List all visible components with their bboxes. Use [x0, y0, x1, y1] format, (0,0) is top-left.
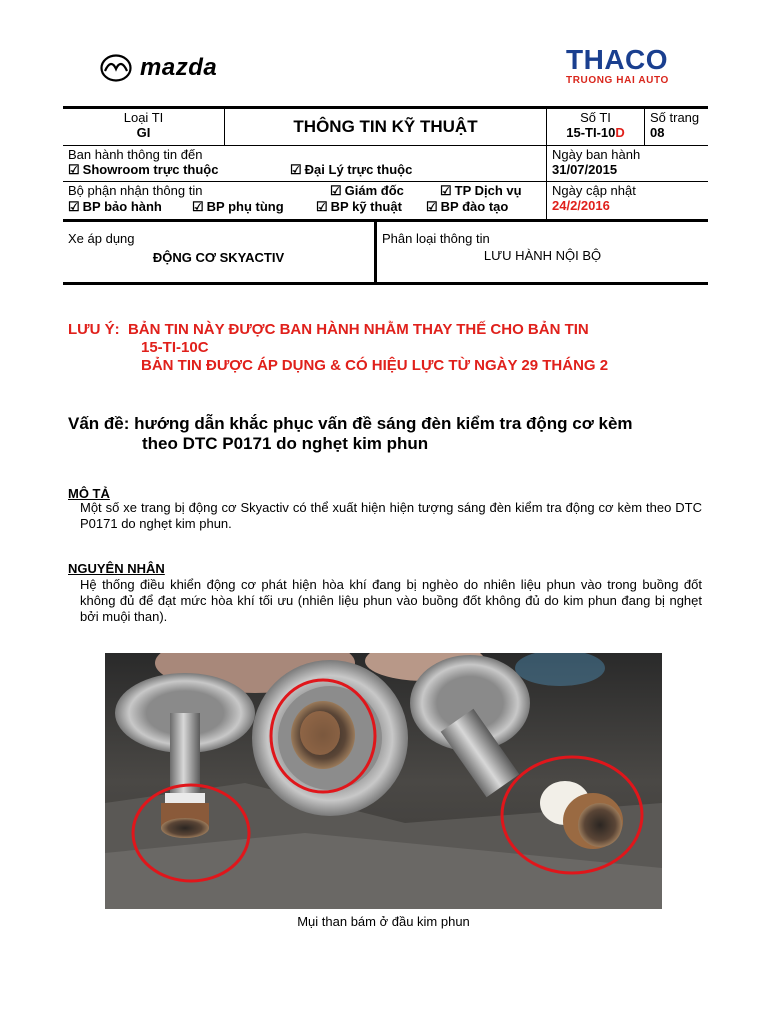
- so-ti-cell: [547, 109, 645, 145]
- checkbox-checked-icon: ☑: [316, 199, 328, 214]
- checkbox-checked-icon: ☑: [68, 199, 80, 214]
- so-trang-cell: [645, 109, 708, 145]
- bo-phan-cell: [63, 182, 547, 219]
- injector-photo-image: [105, 653, 662, 909]
- showroom-text: Showroom trực thuộc: [82, 162, 219, 177]
- phan-loai-cell: [377, 222, 708, 282]
- loai-ti-label: Loại TI: [123, 110, 164, 125]
- notice-lead: LƯU Ý:: [68, 321, 128, 338]
- mazda-wordmark: mazda: [140, 54, 218, 81]
- dai-ly-text: Đại Lý trực thuộc: [304, 162, 413, 177]
- ban-hanh-label: Ban hành thông tin đến: [68, 147, 203, 162]
- issue-line-2: theo DTC P0171 do nghẹt kim phun: [142, 434, 429, 453]
- injector-photo: [105, 653, 662, 909]
- bp-phu-tung-text: BP phụ tùng: [206, 199, 284, 214]
- thaco-wordmark: THACO: [566, 44, 669, 75]
- header-row-3: [63, 182, 708, 220]
- bp-ky-thuat-text: BP kỹ thuật: [330, 199, 402, 214]
- ngay-ban-hanh-label: Ngày ban hành: [552, 147, 641, 162]
- phan-loai-label: Phân loại thông tin: [382, 231, 490, 246]
- so-ti-suffix: D: [615, 125, 625, 140]
- xe-ap-dung-value: ĐỘNG CƠ SKYACTIV: [152, 250, 285, 265]
- xe-ap-dung-cell: [63, 222, 377, 282]
- notice-block: [68, 321, 708, 375]
- header-row-1: [63, 109, 708, 146]
- checkbox-checked-icon: ☑: [426, 199, 438, 214]
- ngay-ban-hanh-cell: [547, 146, 708, 181]
- bp-bao-hanh-text: BP bảo hành: [82, 199, 162, 214]
- ngay-cap-nhat-cell: [547, 182, 708, 219]
- ngay-cap-nhat-value: 24/2/2016: [552, 198, 610, 213]
- mazda-emblem-icon: [100, 54, 132, 82]
- so-ti-value: 15-TI-10: [566, 125, 616, 140]
- checkbox-checked-icon: ☑: [192, 199, 204, 214]
- mazda-logo: [100, 54, 217, 82]
- checkbox-checked-icon: ☑: [290, 162, 302, 177]
- notice-line-3: BẢN TIN ĐƯỢC ÁP DỤNG & CÓ HIỆU LỰC TỪ NGÀY 29 THÁNG 2: [141, 357, 609, 374]
- checkbox-checked-icon: ☑: [440, 183, 452, 198]
- mo-ta-body: Một số xe trang bị động cơ Skyactiv có thể xuất hiện hiện tượng sáng đèn kiểm tra động cơ kèm theo DTC P0171 do nghẹt kim phun.: [80, 500, 702, 531]
- so-ti-label: Số TI: [580, 110, 611, 125]
- bp-dao-tao-text: BP đào tạo: [440, 199, 509, 214]
- ngay-cap-nhat-label: Ngày cập nhật: [552, 183, 636, 198]
- bo-phan-label: Bộ phận nhận thông tin: [68, 183, 203, 198]
- loai-ti-cell: [63, 109, 225, 145]
- checkbox-checked-icon: ☑: [330, 183, 342, 198]
- photo-caption: Mụi than bám ở đầu kim phun: [297, 914, 470, 929]
- ban-hanh-cell: [63, 146, 547, 181]
- nguyen-nhan-heading: NGUYÊN NHÂN: [68, 561, 165, 576]
- ngay-ban-hanh-value: 31/07/2015: [552, 162, 618, 177]
- header-row-4: [63, 220, 708, 282]
- issue-line-1: Vấn đề: hướng dẫn khắc phục vấn đề sáng đèn kiểm tra động cơ kèm: [68, 414, 633, 433]
- thaco-logo: [566, 46, 669, 86]
- mo-ta-heading: MÔ TẢ: [68, 486, 110, 501]
- tp-dich-vu-text: TP Dịch vụ: [454, 183, 522, 198]
- phan-loai-value: LƯU HÀNH NỘI BỘ: [483, 248, 602, 263]
- loai-ti-value: GI: [136, 125, 151, 140]
- header-row-2: [63, 146, 708, 182]
- issue-title: [68, 414, 708, 454]
- so-trang-label: Số trang: [650, 110, 700, 125]
- so-trang-value: 08: [650, 125, 665, 140]
- notice-line-2: 15-TI-10C: [141, 339, 209, 356]
- nguyen-nhan-body: Hệ thống điều khiển động cơ phát hiện hòa khí đang bị nghèo do nhiên liệu phun vào trong buồng đốt không đủ để đạt mức hòa khí tối ưu (nhiên liệu phun vào buồng đốt không đủ do kim phun đang bị nghẹt bởi muội than).: [80, 577, 702, 624]
- notice-line-1: BẢN TIN NÀY ĐƯỢC BAN HÀNH NHẰM THAY THẾ CHO BẢN TIN: [127, 321, 589, 338]
- title-cell: [225, 109, 547, 145]
- thaco-subtitle: TRUONG HAI AUTO: [566, 75, 669, 86]
- checkbox-checked-icon: ☑: [68, 162, 80, 177]
- bulletin-header-table: [63, 106, 708, 285]
- page-title: THÔNG TIN KỸ THUẬT: [293, 117, 478, 136]
- giam-doc-text: Giám đốc: [344, 183, 404, 198]
- xe-ap-dung-label: Xe áp dụng: [68, 231, 135, 246]
